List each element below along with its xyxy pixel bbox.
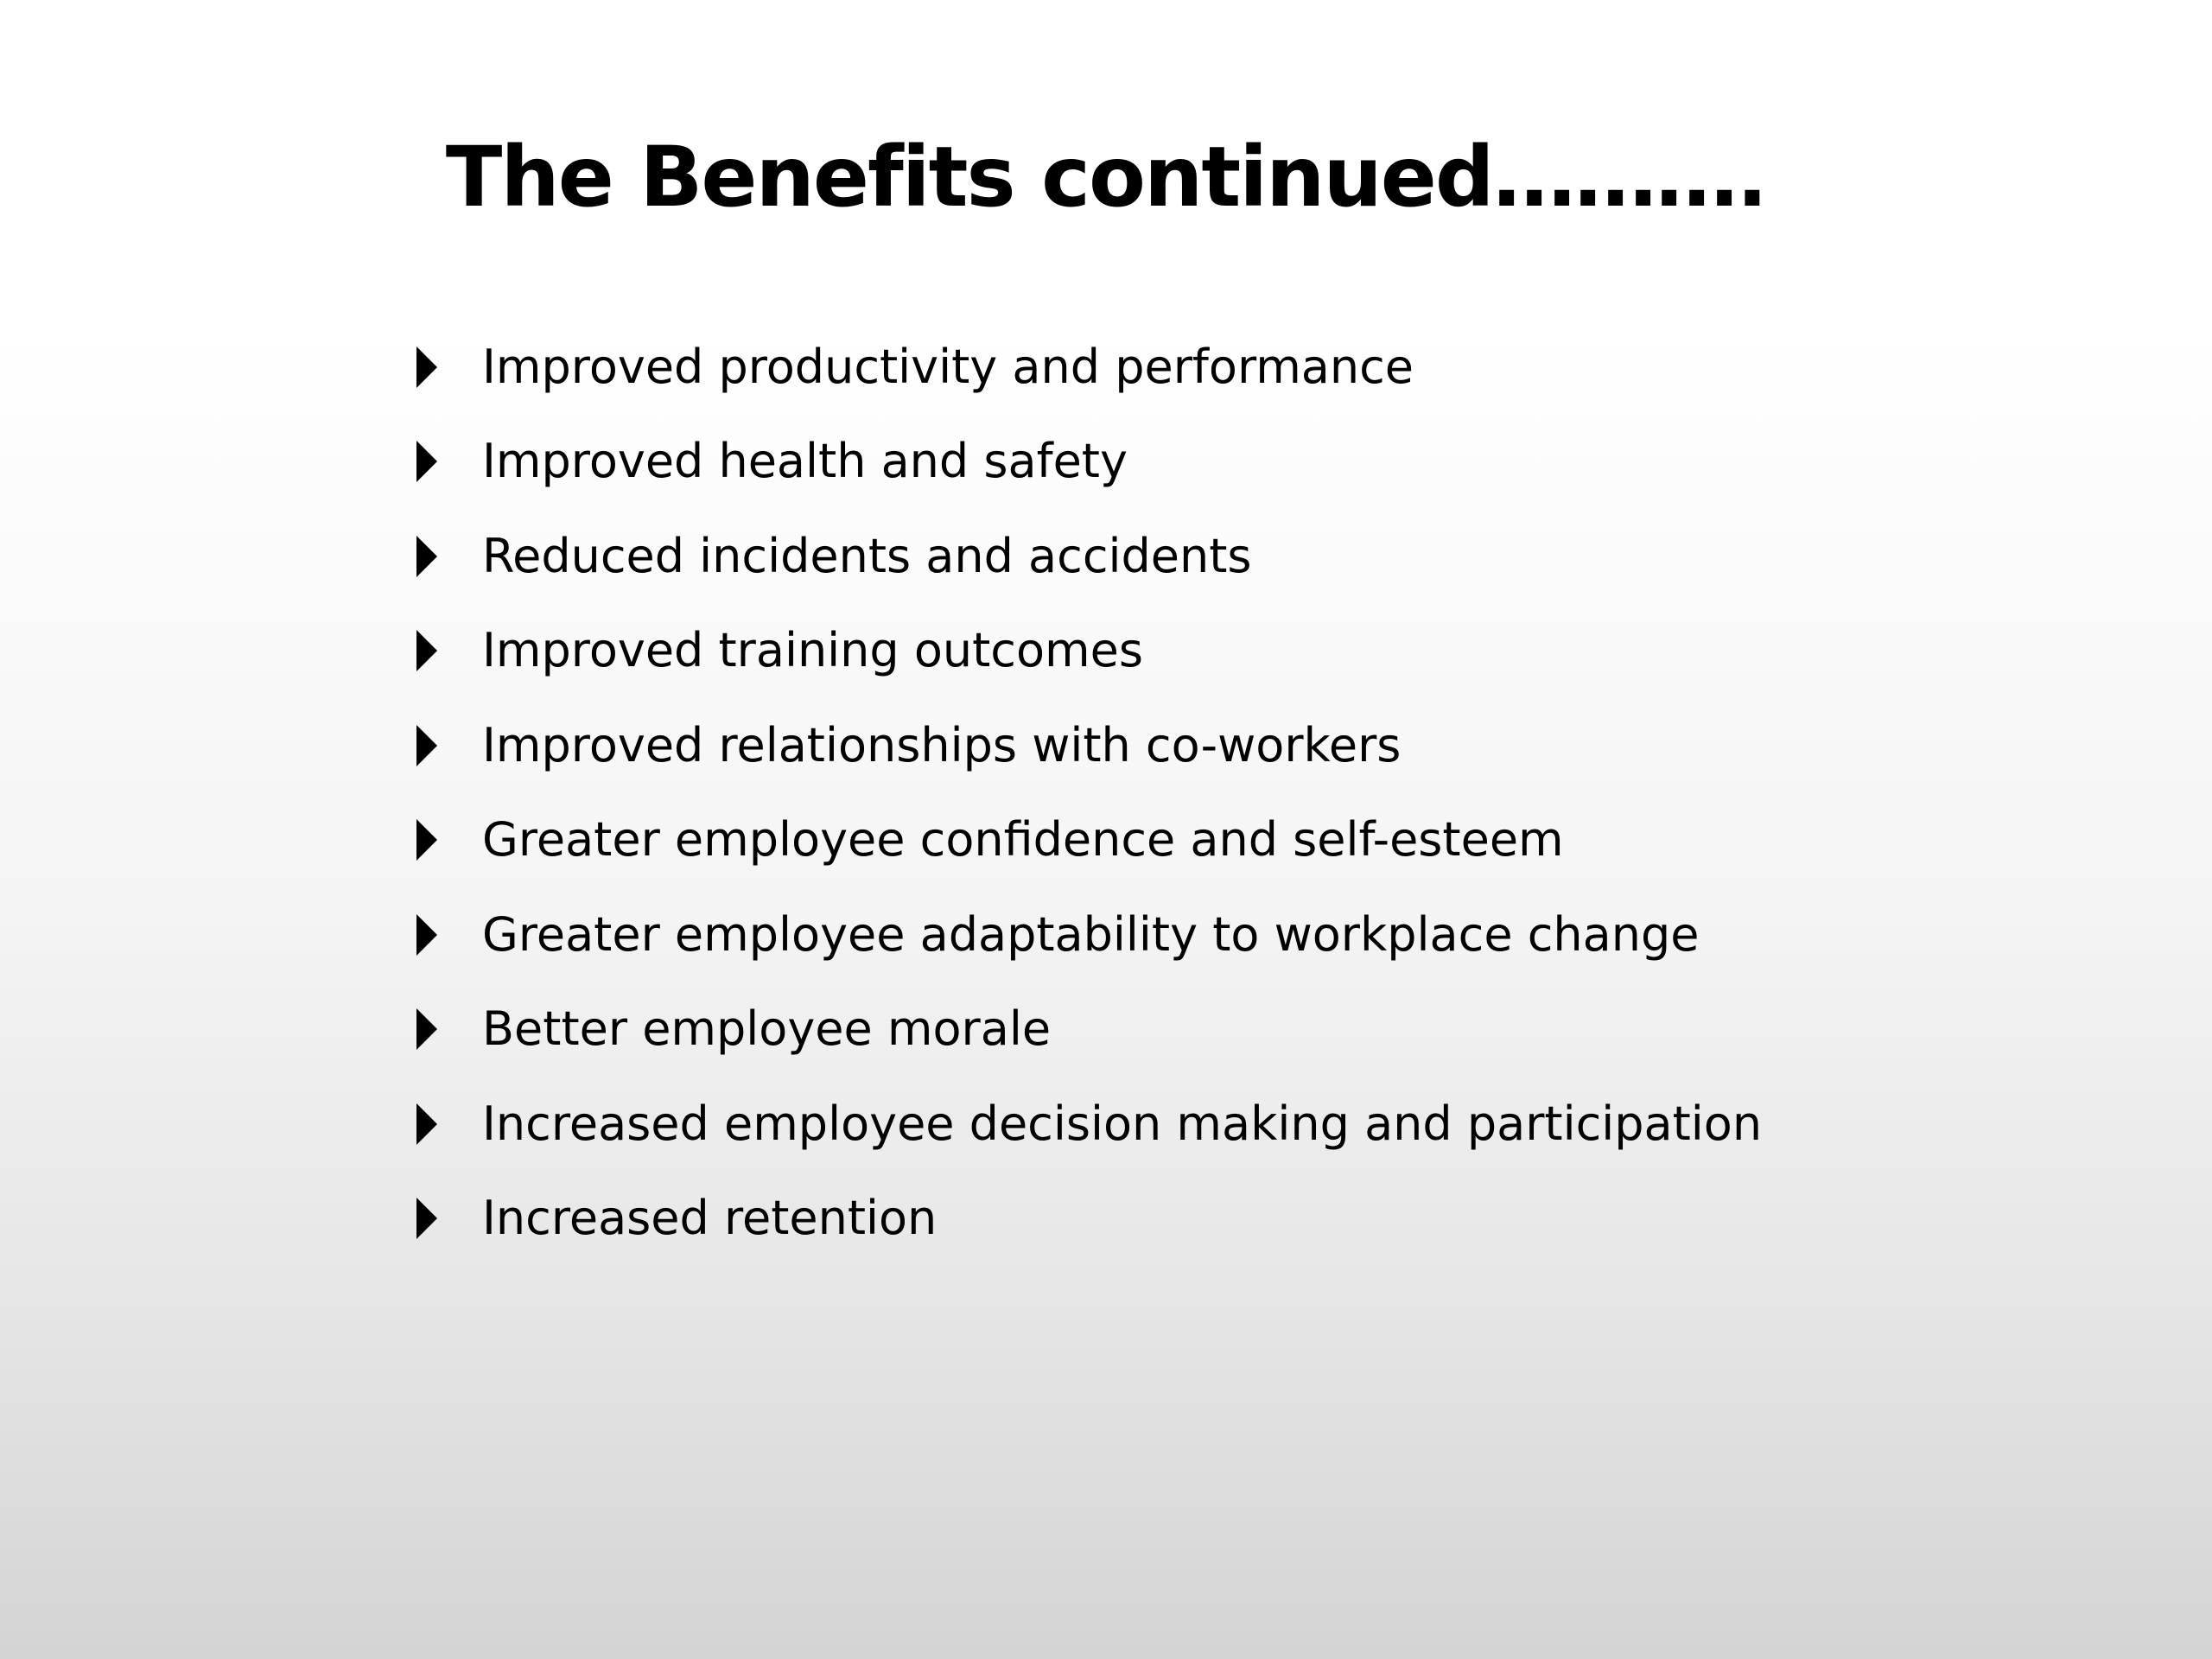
list-item [410, 1172, 1965, 1267]
list-item [410, 509, 1965, 604]
triangle-right-icon [416, 725, 437, 766]
triangle-right-icon [416, 630, 437, 671]
slide-title [0, 121, 2212, 233]
list-item [410, 698, 1965, 793]
list-item [410, 982, 1965, 1077]
list-item-label: Improved productivity and performance [482, 339, 1414, 394]
triangle-right-icon [416, 441, 437, 482]
triangle-right-icon [416, 536, 437, 577]
list-item-label: Improved relationships with co-workers [482, 717, 1402, 772]
list-item-label: Greater employee adaptability to workplace change [482, 906, 1700, 962]
triangle-right-icon [416, 1008, 437, 1050]
list-item [410, 1077, 1965, 1172]
list-item-label: Increased employee decision making and participation [482, 1096, 1763, 1151]
list-item [410, 604, 1965, 699]
list-item-label: Better employee morale [482, 1001, 1052, 1057]
list-item [410, 887, 1965, 982]
list-item [410, 320, 1965, 415]
triangle-right-icon [416, 914, 437, 956]
list-item [410, 415, 1965, 510]
slide-title-text: The Benefits continued………. [445, 129, 1767, 226]
list-item-label: Improved training outcomes [482, 623, 1143, 678]
bullet-list [410, 320, 1965, 1266]
list-item-label: Reduced incidents and accidents [482, 528, 1252, 583]
list-item-label: Increased retention [482, 1191, 938, 1246]
list-item [410, 793, 1965, 888]
list-item-label: Improved health and safety [482, 434, 1128, 489]
triangle-right-icon [416, 819, 437, 861]
triangle-right-icon [416, 346, 437, 388]
triangle-right-icon [416, 1198, 437, 1239]
list-item-label: Greater employee confidence and self-esteem [482, 812, 1564, 868]
triangle-right-icon [416, 1103, 437, 1145]
